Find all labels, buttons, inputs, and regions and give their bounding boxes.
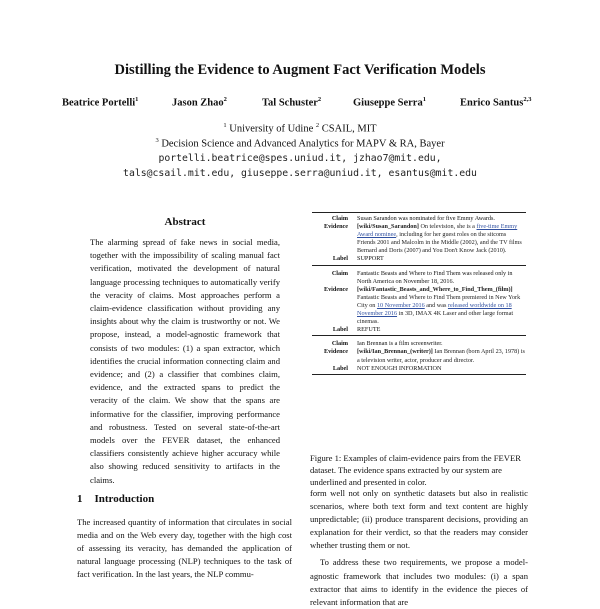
author-serra: Giuseppe Serra$^1$: [353, 96, 426, 109]
right-column-text: [310, 487, 528, 609]
author-schuster: Tal Schuster$^2$: [262, 96, 322, 109]
evidence-span: five-time Emmy Award nominee: [357, 223, 518, 239]
affiliation-line-2: $^3$ Decision Science and Advanced Analytics for MAPV & RA, Bayer: [155, 137, 445, 150]
example-3: Claim Ian Brennan is a film screenwriter. Evidence [wiki/Ian_Brennan_(writer)] Ian Brennan (born April 23, 1978) is a television writer, actor, producer and director. Label NOT ENOUGH INFORMATION: [323, 340, 525, 372]
paper-title: Distilling the Evidence to Augment Fact Verification Models: [114, 62, 486, 78]
example-1: Claim Susan Sarandon was nominated for five Emmy Awards. Evidence [wiki/Susan_Sarandon] On television, she is a five-time Emmy Award nominee, including for her guest roles on the sitcoms Friends 2001 and Malcolm in the Middle (2002), and the TV films Bernard and Doris (2007) and You Don't Know Jack (2010). Label SUPPORT: [323, 215, 522, 263]
email-line-2: tals@csail.mit.edu, giuseppe.serra@uniud.it, esantus@mit.edu: [123, 168, 477, 179]
author-santus: Enrico Santus$^{2,3}$: [460, 96, 532, 109]
email-line-1: portelli.beatrice@spes.uniud.it, jzhao7@mit.edu,: [158, 153, 442, 164]
evidence-span: released worldwide on 18 November 2016: [357, 301, 512, 318]
evidence-span: 10 November 2016: [376, 301, 425, 309]
author-portelli: Beatrice Portelli$^1$: [62, 96, 139, 109]
author-zhao: Jason Zhao$^2$: [172, 96, 227, 109]
section-heading-introduction: 1 Introduction: [77, 493, 155, 505]
abstract-heading: Abstract: [164, 216, 206, 228]
paragraph: To address these two requirements, we propose a model-agnostic framework that includes two modules: (i) a span extractor that aims to identify in the evidence the pieces of relevant information that are: [310, 557, 528, 607]
figure-1-table: [312, 212, 526, 375]
figure-1-caption: Figure 1: Examples of claim-evidence pairs from the FEVER dataset. The evidence spans extracted by our system are underlined and presented in color.: [310, 453, 521, 487]
introduction-text: The increased quantity of information that circulates in social media and on the Web every day, together with the high cost of assessing its veracity, has demanded the application of natural language processing (NLP) techniques to the task of fact verification. In the last years, the NLP commu-: [77, 517, 292, 580]
paragraph: form well not only on synthetic datasets but also in realistic scenarios, where both text form and text content are highly unpredictable; (ii) produce transparent decisions, providing an explanation for their verdict, so that the readers may consider whether trusting them or not.: [310, 488, 528, 551]
example-2: Claim Fantastic Beasts and Where to Find Them was released only in North America on November 18, 2016. Evidence [wiki/Fantastic_Beasts_and_Where_to_Find_Them_(film)] Fantastic Beasts and Where to Find Them premiered in New York City on 10 November 2016 and was released worldwide on 18 November 2016 in 3D, IMAX 4K Laser and other large format cinemas. Label REFUTE: [323, 269, 521, 334]
affiliation-line-1: $^1$ University of Udine $^2$ CSAIL, MIT: [223, 122, 377, 135]
abstract-text: The alarming spread of fake news in social media, together with the impossibility of scaling manual fact verification, motivated the development of natural language processing techniques to automatically verify the veracity of claims. Most approaches perform a claim-evidence classification without providing any insights about why the claim is trustworthy or not. We propose, instead, a model-agnostic framework that consists of two modules: (1) a span extractor, which identifies the crucial information connecting claim and evidence; and (2) a classifier that combines claim, evidence, and the extracted spans to predict the veracity of the claim. We show that the spans are informative for the classifier, improving performance and robustness. Tested on several state-of-the-art models over the FEVER dataset, the enhanced classifiers consistently achieve higher accuracy while also showing reduced sensitivity to artifacts in the claims.: [90, 237, 280, 485]
